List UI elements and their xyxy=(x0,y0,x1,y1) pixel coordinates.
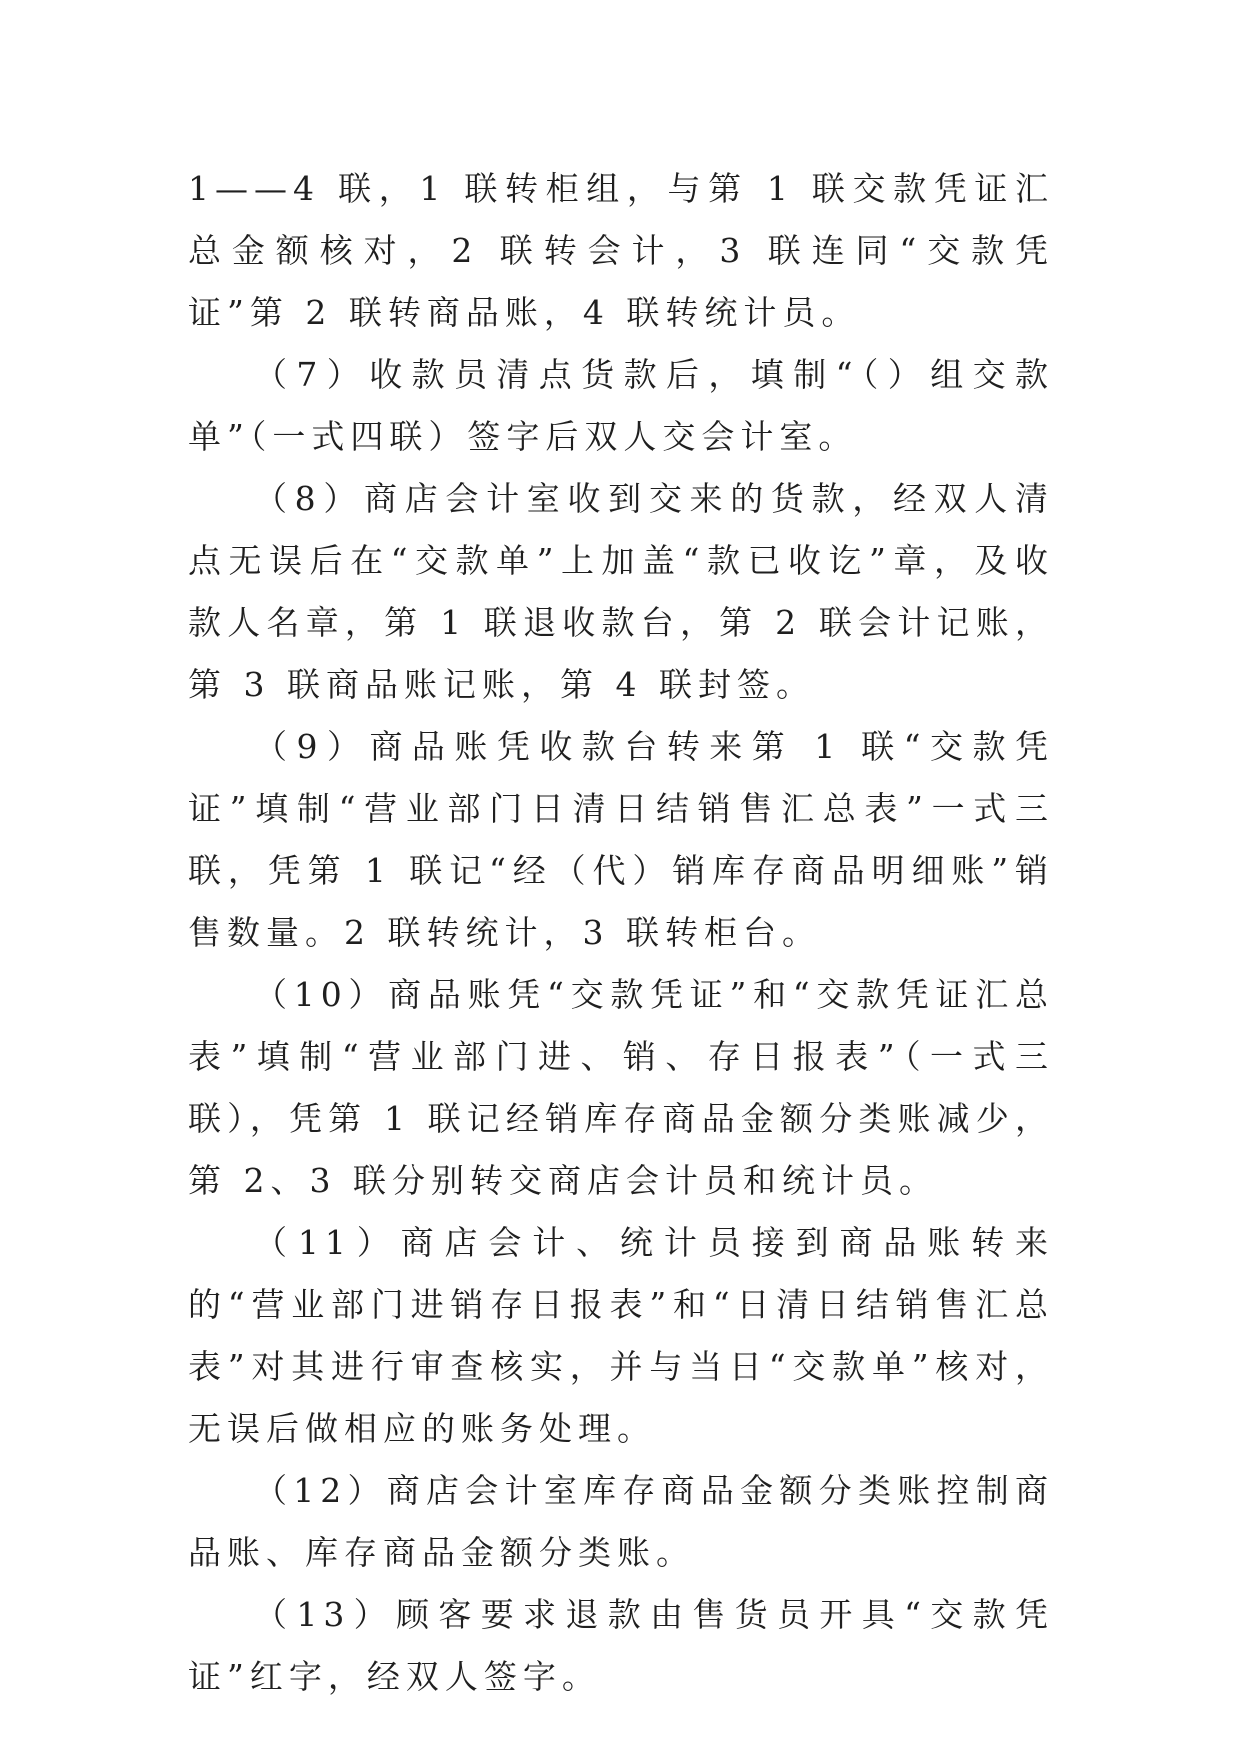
paragraph-step-13: （13）顾客要求退款由售货员开具“交款凭证”红字，经双人签字。 xyxy=(188,1595,1054,1696)
paragraph-step-9: （9）商品账凭收款台转来第 1 联“交款凭证”填制“营业部门日清日结销售汇总表”一式三联，凭第 1 联记“经（代）销库存商品明细账”销售数量。2 联转统计，3 联转柜台。 xyxy=(188,727,1054,952)
paragraph-step-12: （12）商店会计室库存商品金额分类账控制商品账、库存商品金额分类账。 xyxy=(188,1471,1054,1572)
paragraph-step-7: （7）收款员清点货款后，填制“（）组交款单”（一式四联）签字后双人交会计室。 xyxy=(188,355,1054,456)
paragraph-continuation: 1——4 联，1 联转柜组，与第 1 联交款凭证汇总金额核对，2 联转会计，3 联连同“交款凭证”第 2 联转商品账，4 联转统计员。 xyxy=(188,169,1054,332)
document-body xyxy=(188,158,1054,1708)
paragraph-step-11: （11）商店会计、统计员接到商品账转来的“营业部门进销存日报表”和“日清日结销售汇总表”对其进行审查核实，并与当日“交款单”核对，无误后做相应的账务处理。 xyxy=(188,1223,1054,1448)
paragraph-step-8: （8）商店会计室收到交来的货款，经双人清点无误后在“交款单”上加盖“款已收讫”章，及收款人名章，第 1 联退收款台，第 2 联会计记账，第 3 联商品账记账，第 4 联封签。 xyxy=(188,479,1054,704)
paragraph-step-10: （10）商品账凭“交款凭证”和“交款凭证汇总表”填制“营业部门进、销、存日报表”（一式三联），凭第 1 联记经销库存商品金额分类账减少，第 2、3 联分别转交商店会计员和统计员。 xyxy=(188,975,1054,1200)
